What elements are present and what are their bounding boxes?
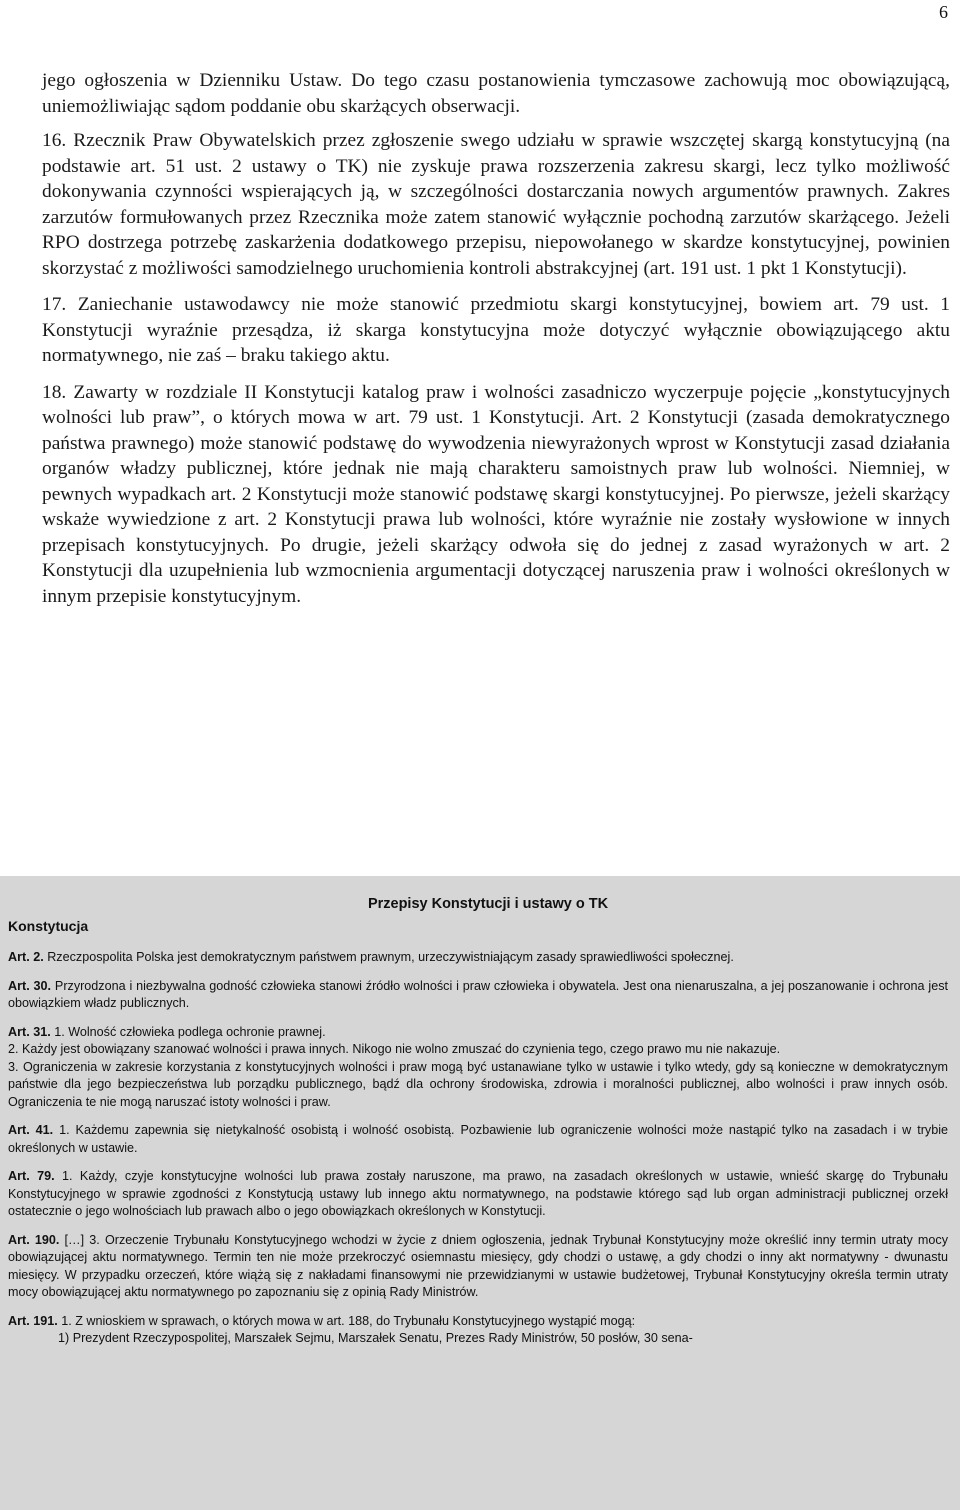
paragraph-number: 17.: [42, 294, 67, 315]
article-label: Art. 2.: [8, 950, 44, 964]
article-section: 3. Ograniczenia w zakresie korzystania z konstytucyjnych wolności i praw mogą być ustanawiane tylko w ustawie i tylko wtedy, gdy są konieczne w demokratycznym państwie dla jego bezpieczeństwa lub porządku publicznego, bądź dla ochrony środowiska, zdrowia i moralności publicznej, albo wolności i praw innych osób. Ograniczenia te nie mogą naruszać istoty wolności i praw.: [8, 1059, 948, 1109]
paragraph-16: [42, 128, 950, 281]
article-label: Art. 41.: [8, 1123, 54, 1137]
main-text: [42, 68, 950, 620]
article-point: 1) Prezydent Rzeczypospolitej, Marszałek Sejmu, Marszałek Senatu, Prezes Rady Ministrów, 50 posłów, 30 sena-: [58, 1331, 693, 1345]
article-label: Art. 79.: [8, 1169, 55, 1183]
paragraph-18: [42, 380, 950, 610]
paragraph-number: 18.: [42, 381, 67, 403]
box-title: Przepisy Konstytucji i ustawy o TK: [367, 896, 609, 912]
article-label: Art. 31.: [8, 1024, 51, 1039]
legal-provisions-box: [0, 876, 960, 1510]
article-text: 1. Każdy, czyje konstytucyjne wolności lub prawa zostały naruszone, ma prawo, na zasadach określonych w ustawie, wnieść skargę do Trybunału Konstytucyjnego w sprawie zgodności z Konstytucją ustawy lub innego aktu normatywnego, na podstawie którego sąd lub organ administracji publicznej orzekł ostatecznie o jego wolnościach lub prawach albo o jego obowiązkach określonych w Konstytucji.: [8, 1169, 948, 1218]
article-text: […] 3. Orzeczenie Trybunału Konstytucyjnego wchodzi w życie z dniem ogłoszenia, jednak Trybunał Konstytucyjny może określić inny termin utraty mocy obowiązującej aktu normatywnego. Termin ten nie może przekroczyć osiemnastu miesięcy, gdy chodzi o ustawę, a gdy chodzi o inny akt normatywny - dwunastu miesięcy. W przypadku orzeczeń, które wiążą się z nakładami finansowymi nie przewidzianymi w ustawie budżetowej, Trybunał Konstytucyjny określa termin utraty mocy obowiązującej aktu normatywnego po zapoznaniu się z opinią Rady Ministrów.: [8, 1232, 949, 1299]
paragraph-text: Rzecznik Praw Obywatelskich przez zgłoszenie swego udziału w sprawie wszczętej skargą konstytucyjną (na podstawie art. 51 ust. 2 ustawy o TK) nie zyskuje prawa rozszerzenia zakresu skargi, lecz tylko możliwość dokonywania czynności wspierających ją, w szczególności dostarczania nowych argumentów prawnych. Zakres zarzutów formułowanych przez Rzecznika może zatem stanowić wyłącznie pochodną zarzutów skarżącego. Jeżeli RPO dostrzega potrzebę zaskarżenia dodatkowego przepisu, niepowołanego w skardze konstytucyjnej, powinien skorzystać z możliwości samodzielnego uruchomienia kontroli abstrakcyjnej (art. 191 ust. 1 pkt 1 Konstytucji).: [42, 130, 950, 279]
article-text: 1. Z wnioskiem w sprawach, o których mowa w art. 188, do Trybunału Konstytucyjnego wystąpić mogą:: [61, 1313, 636, 1328]
paragraph-number: 16.: [42, 130, 67, 151]
paragraph-17: [42, 292, 950, 369]
article-41: [8, 1122, 948, 1157]
article-79: [8, 1168, 948, 1221]
article-label: Art. 191.: [8, 1313, 58, 1328]
article-label: Art. 190.: [8, 1232, 60, 1247]
article-2: [8, 949, 948, 967]
article-text: 1. Wolność człowieka podlega ochronie prawnej.: [54, 1024, 326, 1039]
paragraph-text: Zawarty w rozdziale II Konstytucji katalog praw i wolności zasadniczo wyczerpuje pojęcie „konstytucyjnych wolności lub praw”, o których mowa w art. 79 ust. 1 Konstytucji. Art. 2 Konstytucji (zasada demokratycznego państwa prawnego) może stanowić podstawę do wywodzenia niewyrażonych wprost w Konstytucji zasad działania organów władzy publicznej, które jednak nie mają charakteru samoistnych praw lub wolności. Niemniej, w pewnych wypadkach art. 2 Konstytucji może stanowić podstawę skargi konstytucyjnej. Po pierwsze, jeżeli skarżący wskaże wywiedzione z art. 2 Konstytucji prawa lub wolności, które wyraźnie nie zostały wysłowione w innych przepisach konstytucyjnych. Po drugie, jeżeli skarżący odwoła się do jednej z zasad wyrażonych w art. 2 Konstytucji dla uzupełnienia lub wzmocnienia argumentacji dotyczącej naruszenia praw i wolności określonych w innym przepisie konstytucyjnym.: [42, 381, 950, 607]
article-191: [8, 1313, 948, 1348]
article-label: Art. 30.: [8, 978, 52, 993]
article-text: Rzeczpospolita Polska jest demokratycznym państwem prawnym, urzeczywistniającym zasady sprawiedliwości społecznej.: [47, 950, 734, 964]
paragraph-text: Zaniechanie ustawodawcy nie może stanowić przedmiotu skargi konstytucyjnej, bowiem art. 79 ust. 1 Konstytucji wyraźnie przesądza, iż skarga konstytucyjna może dotyczyć wyłącznie obowiązującego aktu normatywnego, nie zaś – braku takiego aktu.: [42, 294, 950, 366]
paragraph-continuation: jego ogłoszenia w Dzienniku Ustaw. Do tego czasu postanowienia tymczasowe zachowują moc obowiązującą, uniemożliwiając sądom poddanie obu skarżących obserwacji.: [42, 70, 950, 117]
article-text: Przyrodzona i niezbywalna godność człowieka stanowi źródło wolności i praw człowieka i obywatela. Jest ona nienaruszalna, a jej poszanowanie i ochrona jest obowiązkiem władz publicznych.: [8, 978, 948, 1010]
article-text: 1. Każdemu zapewnia się nietykalność osobistą i wolność osobistą. Pozbawienie lub ograniczenie wolności może nastąpić tylko na zasadach i w trybie określonych w ustawie.: [8, 1123, 948, 1155]
article-30: [8, 978, 948, 1013]
article-section: 2. Każdy jest obowiązany szanować wolności i prawa innych. Nikogo nie wolno zmuszać do czynienia tego, czego prawo mu nie nakazuje.: [8, 1042, 781, 1056]
page-number: 6: [939, 2, 948, 22]
article-31: [8, 1024, 948, 1112]
box-subtitle: Konstytucja: [8, 917, 89, 934]
article-190: [8, 1232, 948, 1302]
